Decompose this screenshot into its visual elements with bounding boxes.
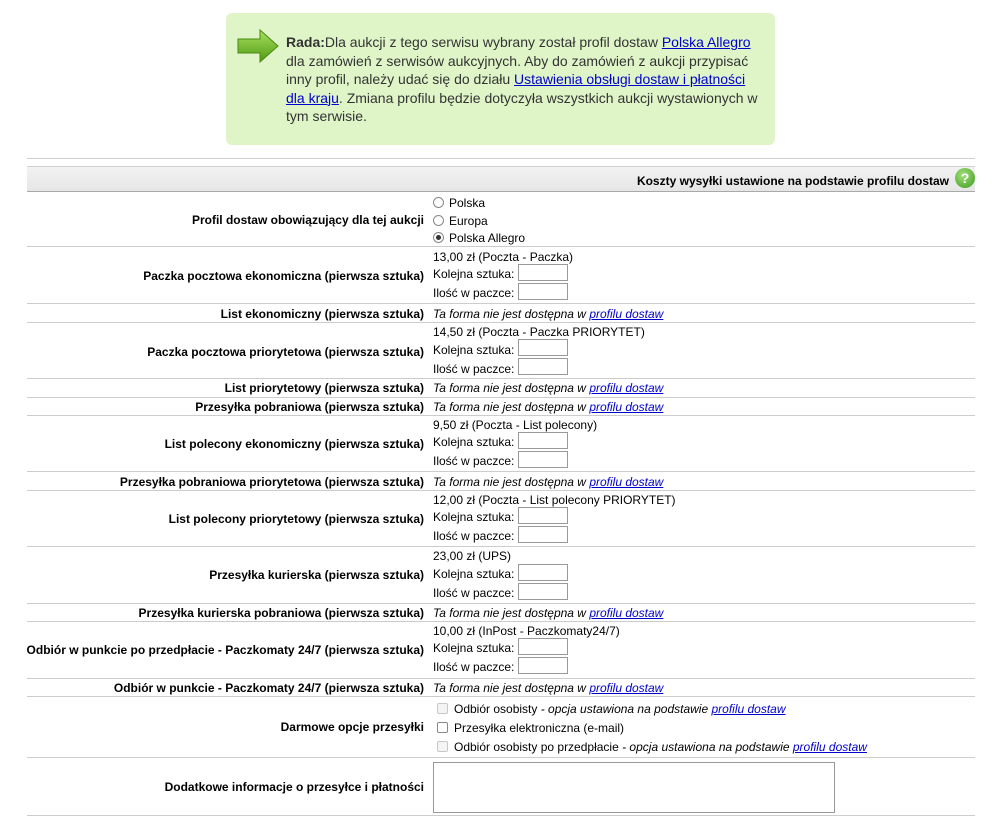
price-text: 23,00 zł (UPS)	[433, 549, 512, 563]
tip-text-2: dla zamówień z serwisów aukcyjnych. Aby do zamówień z aukcji przypisać inny profil, należy udać się do działu	[286, 52, 749, 87]
shipping-row	[27, 323, 975, 379]
na-text: Ta forma nie jest dostępna w	[433, 381, 590, 395]
shipping-row	[27, 247, 975, 304]
profile-link[interactable]: profilu dostaw	[589, 681, 664, 695]
shipping-row	[27, 472, 975, 491]
header-title: Koszty wysyłki ustawione na podstawie profilu dostaw	[636, 174, 949, 188]
tip-text-3: . Zmiana profilu będzie dotyczyła wszystkich aukcji wystawionych w tym serwisie.	[286, 89, 758, 124]
na-text: Ta forma nie jest dostępna w	[433, 307, 590, 321]
profile-link[interactable]: profilu dostaw	[589, 475, 664, 489]
qty-label: Ilość w paczce:	[433, 454, 515, 468]
shipping-row	[27, 547, 975, 604]
option-label: Europa	[449, 214, 488, 228]
shipping-costs-header	[27, 166, 975, 192]
next-item-label: Kolejna sztuka:	[433, 435, 515, 449]
additional-info-label: Dodatkowe informacje o przesyłce i płatności	[164, 780, 424, 794]
free-option-prepaid-pickup	[437, 740, 867, 754]
qty-input[interactable]	[518, 526, 568, 543]
tip-link-settings[interactable]: Ustawienia obsługi dostaw i płatności dla kraju	[286, 71, 746, 106]
tip-box	[226, 13, 775, 145]
profile-link[interactable]: profilu dostaw	[589, 381, 664, 395]
shipping-method-label: Przesyłka pobraniowa (pierwsza sztuka)	[195, 400, 424, 414]
profile-link[interactable]: profilu dostaw	[589, 307, 664, 321]
free-options-row	[27, 697, 975, 758]
shipping-row	[27, 379, 975, 398]
free-option-email[interactable]	[437, 721, 624, 735]
shipping-row	[27, 679, 975, 697]
qty-input[interactable]	[518, 283, 568, 300]
next-item-label: Kolejna sztuka:	[433, 343, 515, 357]
radio-icon[interactable]	[433, 197, 444, 208]
shipping-method-label: List priorytetowy (pierwsza sztuka)	[224, 381, 424, 395]
qty-label: Ilość w paczce:	[433, 362, 515, 376]
unavailable-text	[433, 681, 663, 695]
next-item-label: Kolejna sztuka:	[433, 567, 515, 581]
unavailable-text	[433, 307, 663, 321]
shipping-method-label: List polecony priorytetowy (pierwsza sztuka)	[168, 512, 424, 526]
na-text: Ta forma nie jest dostępna w	[433, 475, 590, 489]
profile-row	[27, 192, 975, 247]
checkbox-disabled-icon	[437, 703, 448, 714]
qty-label: Ilość w paczce:	[433, 660, 515, 674]
shipping-method-label: List ekonomiczny (pierwsza sztuka)	[220, 307, 424, 321]
profile-link[interactable]: profilu dostaw	[589, 400, 664, 414]
additional-info-textarea[interactable]	[433, 762, 835, 813]
shipping-row	[27, 491, 975, 547]
shipping-method-label: Paczka pocztowa priorytetowa (pierwsza sztuka)	[147, 345, 424, 359]
free-option-pickup	[437, 702, 786, 716]
profile-link[interactable]: profilu dostaw	[589, 606, 664, 620]
na-text: Ta forma nie jest dostępna w	[433, 606, 590, 620]
tip-title: Rada:	[286, 34, 325, 50]
option-label: Przesyłka elektroniczna (e-mail)	[454, 721, 625, 735]
shipping-row	[27, 604, 975, 622]
profile-option-europa[interactable]	[433, 214, 488, 228]
price-text: 13,00 zł (Poczta - Paczka)	[433, 250, 574, 264]
qty-label: Ilość w paczce:	[433, 286, 515, 300]
free-options-label: Darmowe opcje przesyłki	[280, 720, 424, 734]
tip-text-1: Dla aukcji z tego serwisu wybrany został profil dostaw	[324, 34, 662, 50]
qty-input[interactable]	[518, 358, 568, 375]
next-item-label: Kolejna sztuka:	[433, 510, 515, 524]
tip-text	[286, 33, 766, 126]
option-label: Polska	[449, 196, 486, 210]
profile-label: Profil dostaw obowiązujący dla tej aukcji	[191, 213, 424, 227]
profile-option-polska[interactable]	[433, 196, 485, 210]
shipping-row	[27, 416, 975, 472]
radio-icon[interactable]	[433, 215, 444, 226]
shipping-method-label: Odbiór w punkcie - Paczkomaty 24/7 (pierwsza sztuka)	[113, 681, 424, 695]
unavailable-text	[433, 381, 663, 395]
next-item-input[interactable]	[518, 507, 568, 524]
option-label: Polska Allegro	[449, 231, 526, 245]
checkbox-icon[interactable]	[437, 722, 448, 733]
shipping-row	[27, 622, 975, 679]
next-item-label: Kolejna sztuka:	[433, 267, 515, 281]
profile-link[interactable]: profilu dostaw	[711, 702, 786, 716]
option-note: - opcja ustawiona na podstawie	[618, 740, 793, 754]
shipping-row	[27, 304, 975, 323]
next-item-input[interactable]	[518, 638, 568, 655]
help-icon[interactable]: ?	[955, 168, 975, 188]
checkbox-disabled-icon	[437, 741, 448, 752]
shipping-method-label: Przesyłka kurierska (pierwsza sztuka)	[209, 568, 424, 582]
profile-link[interactable]: profilu dostaw	[792, 740, 867, 754]
price-text: 12,00 zł (Poczta - List polecony PRIORYTET)	[433, 493, 676, 507]
divider	[27, 158, 975, 159]
next-item-input[interactable]	[518, 564, 568, 581]
unavailable-text	[433, 400, 663, 414]
price-text: 14,50 zł (Poczta - Paczka PRIORYTET)	[433, 325, 645, 339]
qty-input[interactable]	[518, 583, 568, 600]
price-text: 9,50 zł (Poczta - List polecony)	[433, 418, 598, 432]
radio-selected-icon[interactable]	[433, 232, 444, 243]
profile-option-polska-allegro[interactable]	[433, 231, 525, 245]
shipping-method-label: Odbiór w punkcie po przedpłacie - Paczkomaty 24/7 (pierwsza sztuka)	[26, 643, 424, 657]
option-label: Odbiór osobisty	[454, 702, 538, 716]
shipping-row	[27, 398, 975, 416]
option-label: Odbiór osobisty po przedpłacie	[454, 740, 619, 754]
qty-input[interactable]	[518, 451, 568, 468]
additional-info-row	[27, 758, 975, 816]
unavailable-text	[433, 475, 663, 489]
next-item-input[interactable]	[518, 432, 568, 449]
next-item-input[interactable]	[518, 264, 568, 281]
shipping-method-label: Przesyłka pobraniowa priorytetowa (pierwsza sztuka)	[119, 475, 424, 489]
na-text: Ta forma nie jest dostępna w	[433, 400, 590, 414]
shipping-method-label: Przesyłka kurierska pobraniowa (pierwsza sztuka)	[138, 606, 424, 620]
qty-input[interactable]	[518, 657, 568, 674]
tip-link-profile[interactable]: Polska Allegro	[661, 34, 751, 50]
qty-label: Ilość w paczce:	[433, 586, 515, 600]
na-text: Ta forma nie jest dostępna w	[433, 681, 590, 695]
shipping-method-label: Paczka pocztowa ekonomiczna (pierwsza sztuka)	[143, 269, 424, 283]
qty-label: Ilość w paczce:	[433, 529, 515, 543]
arrow-right-icon	[236, 27, 280, 67]
shipping-method-label: List polecony ekonomiczny (pierwsza sztuka)	[164, 437, 424, 451]
price-text: 10,00 zł (InPost - Paczkomaty24/7)	[433, 624, 620, 638]
next-item-input[interactable]	[518, 339, 568, 356]
option-note: - opcja ustawiona na podstawie	[537, 702, 712, 716]
next-item-label: Kolejna sztuka:	[433, 641, 515, 655]
unavailable-text	[433, 606, 663, 620]
